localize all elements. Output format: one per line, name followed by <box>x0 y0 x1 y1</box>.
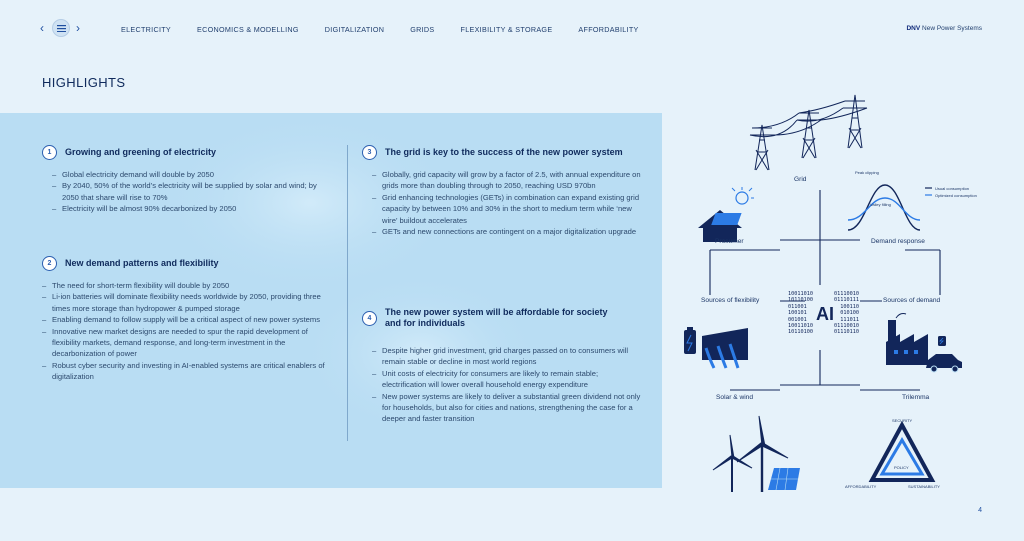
nav-link-economics-modelling[interactable]: ECONOMICS & MODELLING <box>197 25 299 34</box>
section-number: 1 <box>42 145 57 160</box>
solar-panel-icon <box>768 468 800 490</box>
page-title: HIGHLIGHTS <box>42 75 126 90</box>
section-4 <box>362 307 642 425</box>
legend-optimized-consumption: Optimized consumption <box>935 193 977 198</box>
bullet: – GETs and new connections are contingent on a major digitalization upgrade <box>372 226 642 237</box>
solar-wind-label: Solar & wind <box>716 394 754 401</box>
bullet: – Global electricity demand will double by 2050 <box>52 169 332 180</box>
section-title: The new power system will be affordable for society and for individuals <box>385 307 608 328</box>
nav-link-flexibility-storage[interactable]: FLEXIBILITY & STORAGE <box>460 25 553 34</box>
battery-icon <box>684 327 696 354</box>
prosumer-label: Prosumer <box>715 238 744 245</box>
prosumer-house-icon <box>698 187 754 242</box>
power-system-infographic <box>670 80 1010 500</box>
chevron-right-icon[interactable]: › <box>76 21 80 35</box>
brand-title: New Power Systems <box>922 25 982 32</box>
brand <box>906 25 982 32</box>
binary-code-right: 01110010 01110111 100110 010100 111011 01110010 01110110 <box>834 291 859 336</box>
ai-label: AI <box>816 304 834 324</box>
bullet: – Innovative new market designs are needed to spur the rapid development of flexibility markets, demand response, and long-term investment in the decarbonization of power <box>42 326 332 360</box>
section-number: 2 <box>42 256 57 271</box>
trilemma-triangle-icon <box>872 425 932 480</box>
trilemma-affordability-label: AFFORDABILITY <box>845 484 877 489</box>
section-1 <box>42 145 332 215</box>
transmission-tower-icon <box>750 95 867 170</box>
column-divider <box>347 145 348 441</box>
section-title: New demand patterns and flexibility <box>65 258 219 268</box>
peak-clipping-label: Peak clipping <box>855 170 879 175</box>
hydropower-dam-icon <box>702 328 748 368</box>
section-number: 4 <box>362 311 377 326</box>
binary-code-left: 10011010 10110100 011001 100101 001001 10011010 10110100 <box>788 291 813 336</box>
bullet: – Grid enhancing technologies (GETs) in combination can expand existing grid capacity by between 10% and 30% in the short to medium term while ‘new wire’ buildout accelerates <box>372 192 642 226</box>
grid-label: Grid <box>794 176 807 183</box>
section-title: Growing and greening of electricity <box>65 147 217 157</box>
nav-link-digitalization[interactable]: DIGITALIZATION <box>324 25 385 34</box>
page-number: 4 <box>978 507 982 514</box>
section-title: The grid is key to the success of the new power system <box>385 147 623 157</box>
bullet: – Unit costs of electricity for consumers are likely to remain stable; electrification will lower overall household energy expenditure <box>372 368 642 391</box>
section-2 <box>42 256 332 383</box>
bullet: – Globally, grid capacity will grow by a factor of 2.5, with annual expenditure on grids more than doubling through to 2050, reaching USD 970bn <box>372 169 642 192</box>
nav-link-grids[interactable]: GRIDS <box>410 25 435 34</box>
bullet: – Electricity will be almost 90% decarbonized by 2050 <box>52 203 332 214</box>
section-3 <box>362 145 642 237</box>
nav-link-affordability[interactable]: AFFORDABILITY <box>578 25 639 34</box>
menu-button[interactable] <box>52 19 70 37</box>
sources-of-flexibility-label: Sources of flexibility <box>701 297 760 304</box>
menu-icon <box>57 25 66 32</box>
bullet: – By 2040, 50% of the world’s electricity will be supplied by solar and wind; by 2050 that share will rise to 70% <box>52 180 332 203</box>
bullet: – Despite higher grid investment, grid charges passed on to consumers will remain stable or decline in most world regions <box>372 345 642 368</box>
trilemma-sustainability-label: SUSTAINABILITY <box>908 484 940 489</box>
nav-link-electricity[interactable]: ELECTRICITY <box>121 25 172 34</box>
highlights-panel <box>0 113 662 488</box>
brand-logo: DNV <box>906 25 921 32</box>
demand-response-label: Demand response <box>871 238 925 245</box>
demand-response-chart <box>848 185 932 230</box>
trilemma-policy-label: POLICY <box>894 465 909 470</box>
bullet: – New power systems are likely to deliver a substantial green dividend not only for households, but also for cities and nations, strengthening the case for a deeper and faster transition <box>372 391 642 425</box>
sources-of-demand-label: Sources of demand <box>883 297 941 304</box>
bullet: – Li-ion batteries will dominate flexibility needs worldwide by 2050, providing three times more storage than hydropower & pumped storage <box>42 291 332 314</box>
chevron-left-icon[interactable]: ‹ <box>40 21 44 35</box>
infographic-drawing <box>670 80 1010 500</box>
trilemma-label: Trilemma <box>902 394 930 401</box>
nav-links <box>121 25 665 34</box>
bullet: – Robust cyber security and investing in AI-enabled systems are critical enablers of digitalization <box>42 360 332 383</box>
valley-filling-label: Valley filling <box>870 202 891 207</box>
bullet: – The need for short-term flexibility will double by 2050 <box>42 280 332 291</box>
electric-car-icon <box>926 336 962 372</box>
bullet: – Enabling demand to follow supply will be a critical aspect of new power systems <box>42 314 332 325</box>
legend-usual-consumption: Usual consumption <box>935 186 970 191</box>
trilemma-security-label: SECURITY <box>892 418 913 423</box>
top-navigation <box>0 0 1024 56</box>
factory-icon <box>886 314 928 366</box>
section-number: 3 <box>362 145 377 160</box>
